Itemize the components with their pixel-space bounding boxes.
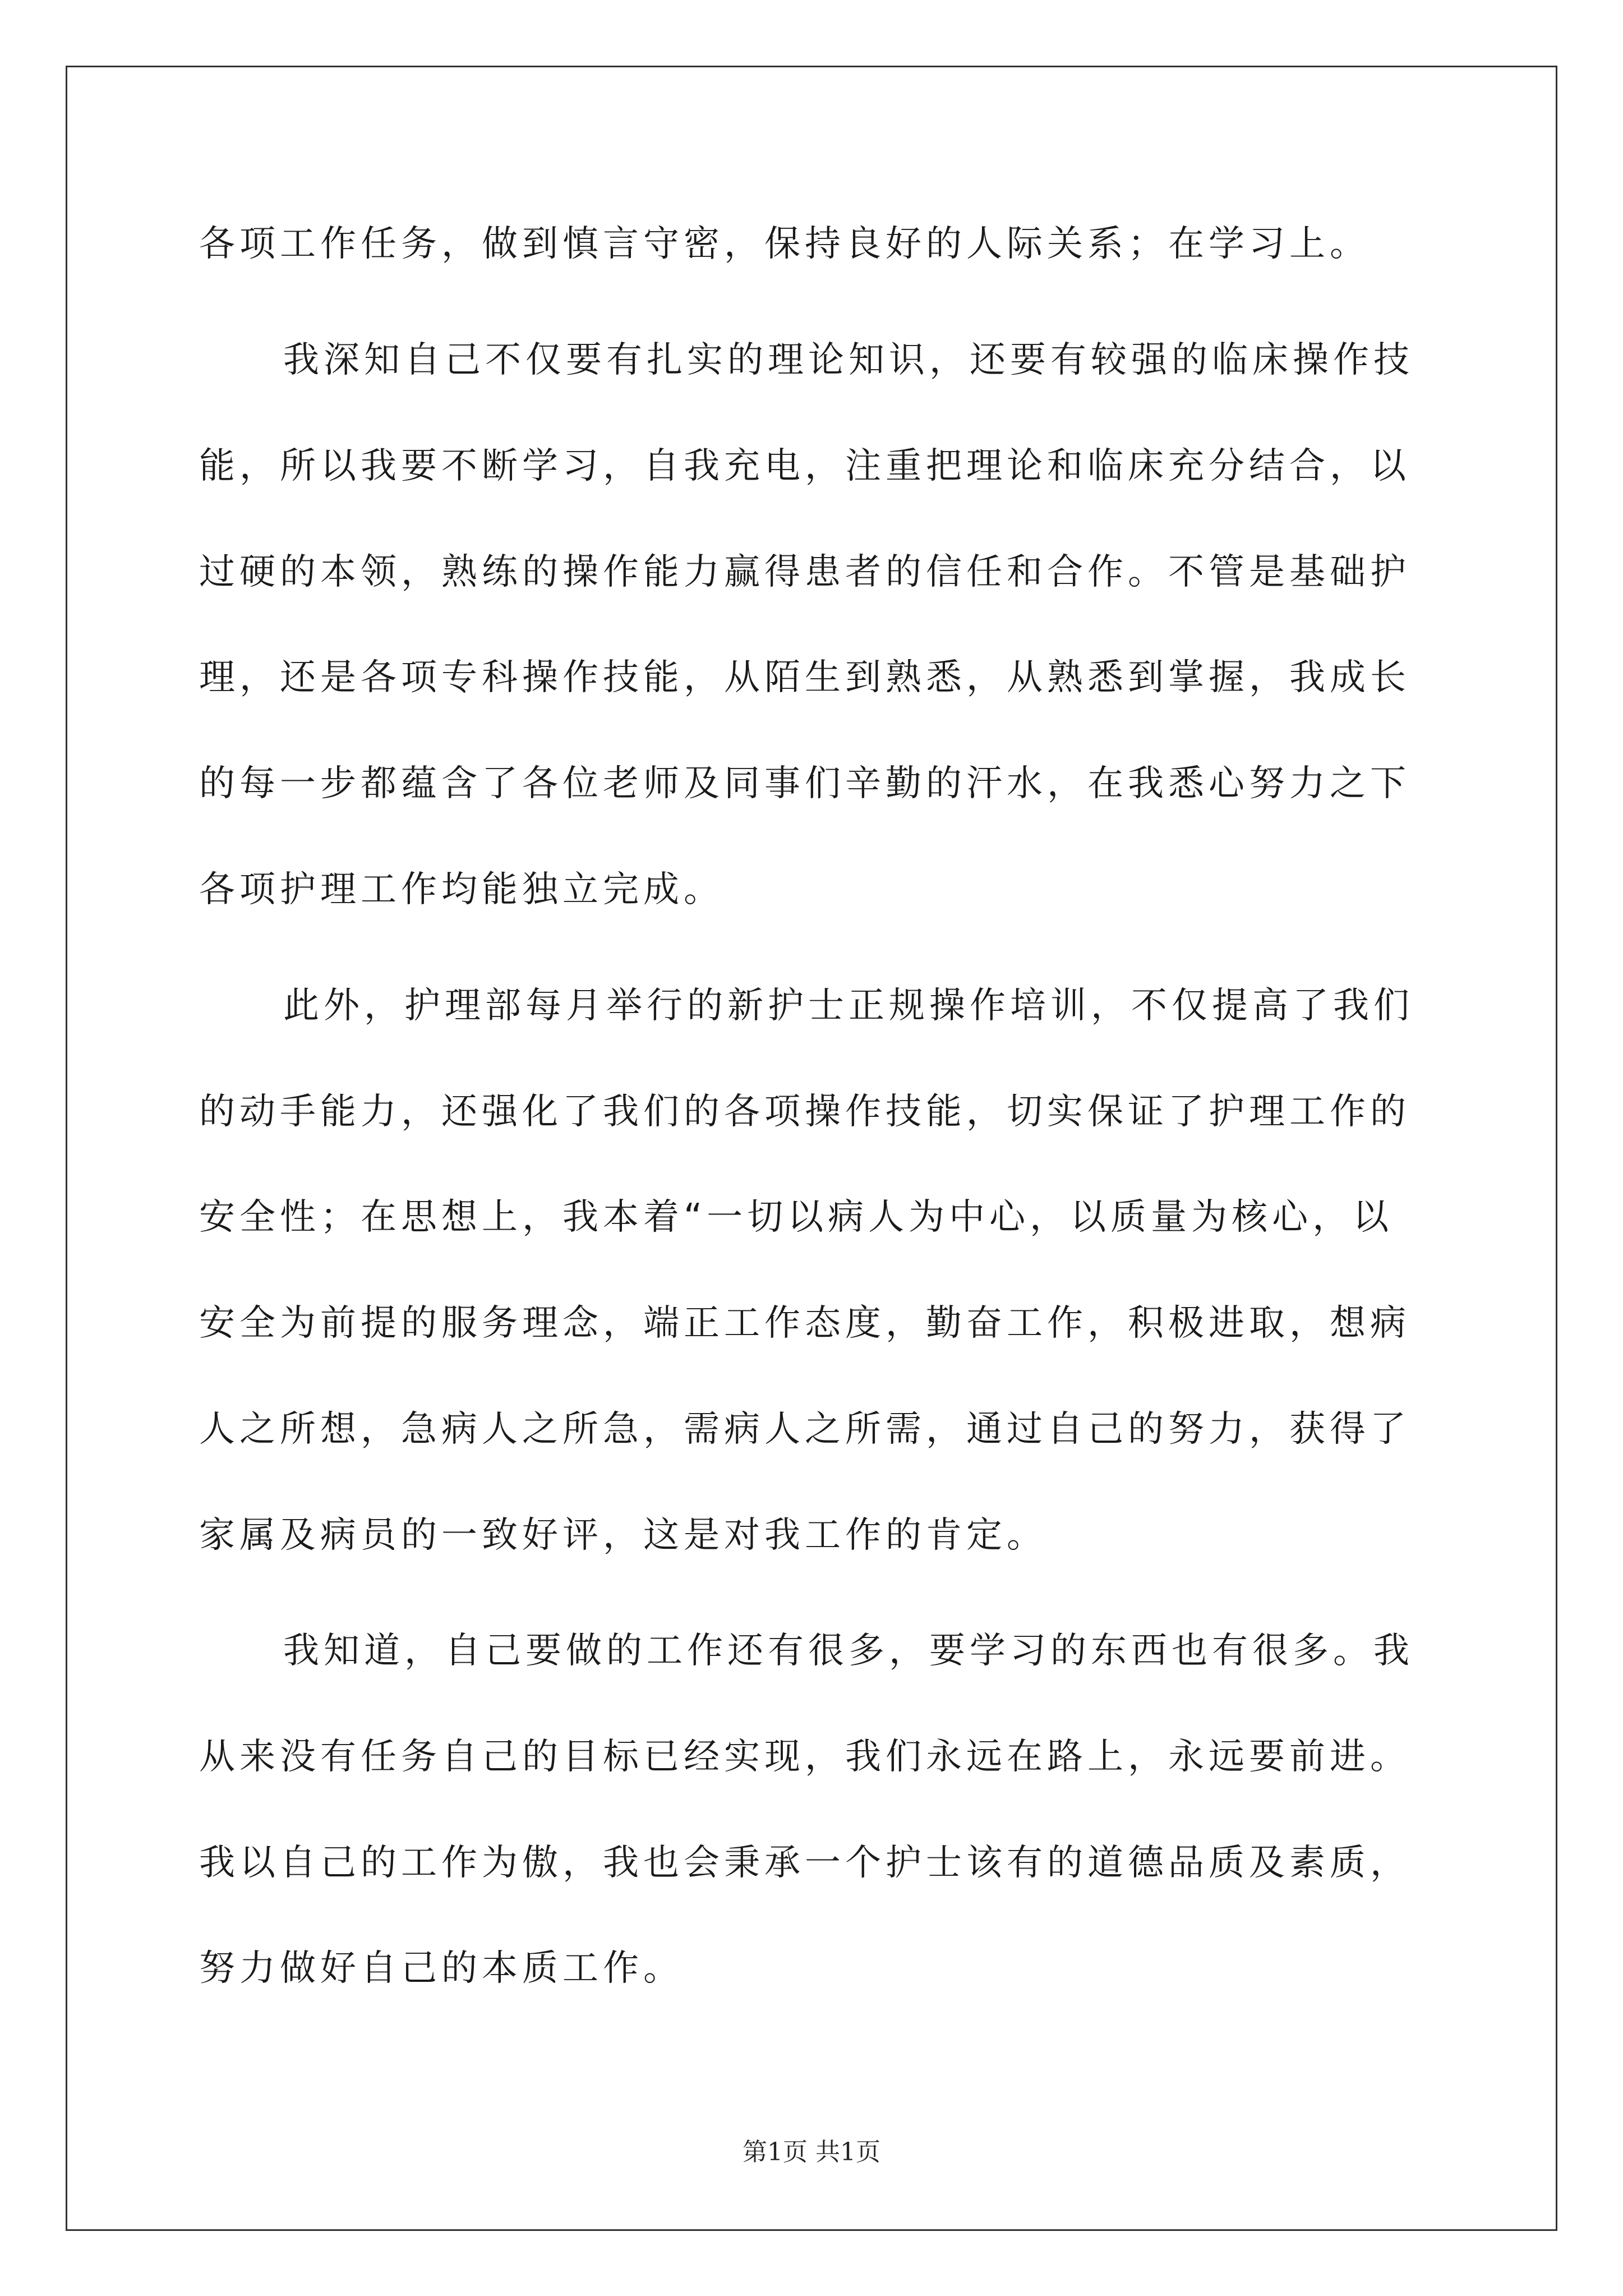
text-line: 家属及病员的一致好评，这是对我工作的肯定。 xyxy=(199,1515,1047,1556)
text-line: 各项护理工作均能独立完成。 xyxy=(199,869,724,910)
paragraph-start-line: 此外，护理部每月举行的新护士正规操作培训，不仅提高了我们 xyxy=(283,985,1414,1027)
text-line: 人之所想，急病人之所急，需病人之所需，通过自己的努力，获得了 xyxy=(199,1409,1410,1450)
text-line: 我以自己的工作为傲，我也会秉承一个护士该有的道德品质及素质， xyxy=(199,1842,1410,1884)
paragraph-start-line: 我深知自己不仅要有扎实的理论知识，还要有较强的临床操作技 xyxy=(283,339,1414,381)
text-line: 的动手能力，还强化了我们的各项操作技能，切实保证了护理工作的 xyxy=(199,1091,1410,1133)
text-line: 安全为前提的服务理念，端正工作态度，勤奋工作，积极进取，想病 xyxy=(199,1303,1410,1344)
text-line: 各项工作任务，做到慎言守密，保持良好的人际关系；在学习上。 xyxy=(199,223,1370,265)
text-line: 安全性；在思想上，我本着“一切以病人为中心，以质量为核心，以 xyxy=(199,1197,1394,1238)
text-line: 理，还是各项专科操作技能，从陌生到熟悉，从熟悉到掌握，我成长 xyxy=(199,657,1410,698)
page-number-footer: 第1页 共1页 xyxy=(743,2138,880,2166)
text-line: 努力做好自己的本质工作。 xyxy=(199,1948,684,1989)
text-line: 的每一步都蕴含了各位老师及同事们辛勤的汗水，在我悉心努力之下 xyxy=(199,763,1410,804)
paragraph-start-line: 我知道，自己要做的工作还有很多，要学习的东西也有很多。我 xyxy=(283,1630,1414,1672)
text-line: 能，所以我要不断学习，自我充电，注重把理论和临床充分结合，以 xyxy=(199,445,1410,487)
text-line: 从来没有任务自己的目标已经实现，我们永远在路上，永远要前进。 xyxy=(199,1736,1410,1778)
page-border xyxy=(66,66,1557,2231)
text-line: 过硬的本领，熟练的操作能力赢得患者的信任和合作。不管是基础护 xyxy=(199,551,1410,593)
